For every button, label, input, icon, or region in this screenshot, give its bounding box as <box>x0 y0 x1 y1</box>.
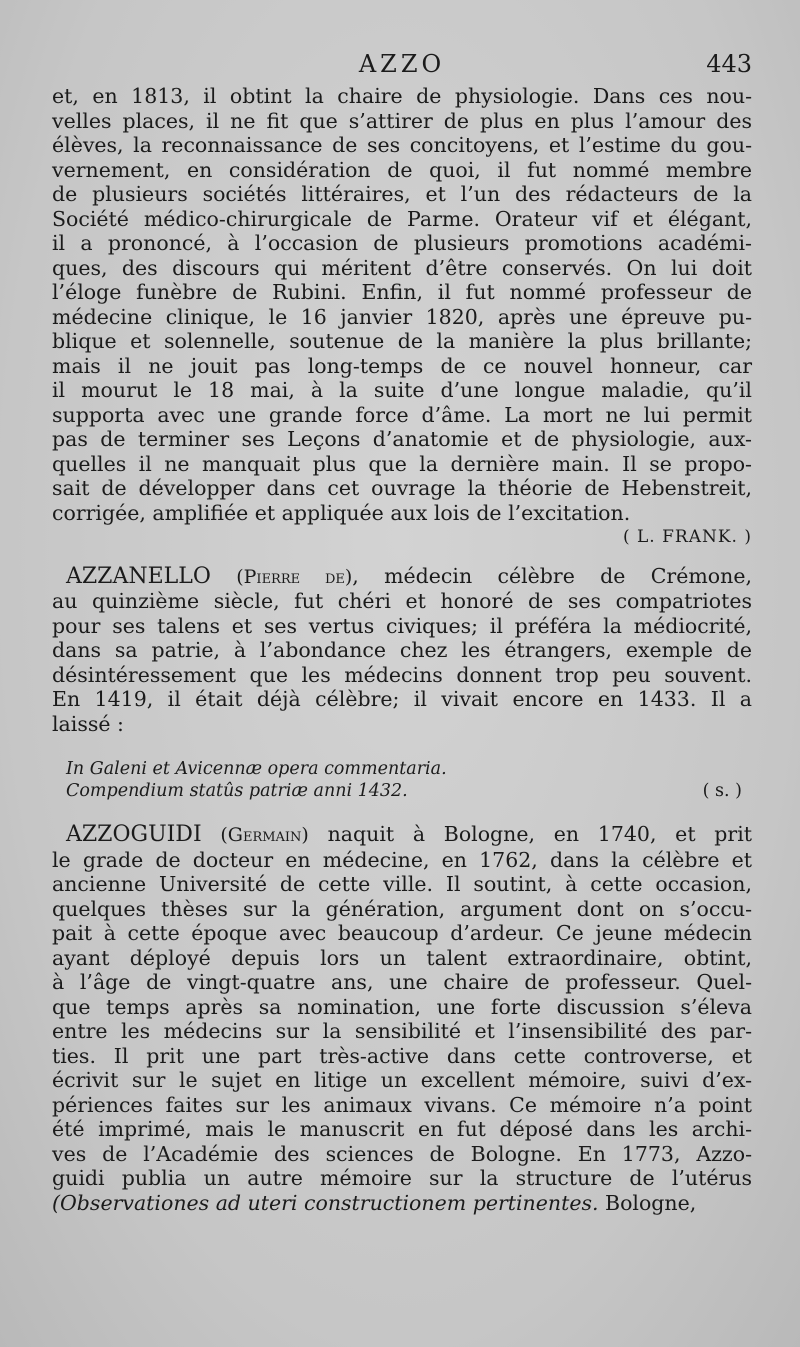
text-line: il a prononcé, à l’occasion de plusieurs promotions académi- <box>52 231 752 255</box>
work-title: (Observationes ad uteri constructionem pertinentes. <box>52 1190 599 1215</box>
text-line: le grade de docteur en médecine, en 1762, dans la célèbre et <box>52 847 752 872</box>
work-title: Compendium statûs patriæ anni 1432. <box>66 781 408 801</box>
text-line: corrigée, amplifiée et appliquée aux lois de l’excitation. <box>52 500 631 525</box>
page-body <box>52 84 752 1215</box>
text-line: entre les médecins sur la sensibilité et l’insensibilité des par- <box>52 1019 752 1043</box>
text-line: que temps après sa nomination, une forte discussion s’éleva <box>52 994 752 1019</box>
text-line: sait de développer dans cet ouvrage la théorie de Hebenstreit, <box>52 476 752 500</box>
text-line: supporta avec une grande force d’âme. La mort ne lui permit <box>52 402 752 427</box>
text-line: blique et solennelle, soutenue de la manière la plus brillante; <box>52 329 752 353</box>
work-item <box>66 758 752 780</box>
running-head: AZZO <box>358 50 446 78</box>
text-line: ques, des discours qui méritent d’être conservés. On lui doit <box>52 255 752 280</box>
text-line: quelques thèses sur la génération, argument dont on s’occu- <box>52 896 752 921</box>
entry-azzoguidi <box>52 822 752 1215</box>
entry-headword: AZZOGUIDI <box>66 822 202 847</box>
text-line: ancienne Université de cette ville. Il soutint, à cette occasion, <box>52 872 752 896</box>
entry-azzanello <box>52 564 752 737</box>
text-line: pait à cette époque avec beaucoup d’ardeur. Ce jeune médecin <box>52 921 752 945</box>
text-line: pas de terminer ses Leçons d’anatomie et de physiologie, aux- <box>52 427 752 451</box>
text-line: à l’âge de vingt-quatre ans, une chaire de professeur. Quel- <box>52 970 752 994</box>
entry-headword: AZZANELLO <box>66 563 211 589</box>
entry-text: Bologne, <box>598 1190 697 1215</box>
text-line: ayant déployé depuis lors un talent extraordinaire, obtint, <box>52 945 752 970</box>
text-line: l’éloge funèbre de Rubini. Enfin, il fut nommé professeur de <box>52 280 752 304</box>
text-line: mais il ne jouit pas long-temps de ce nouvel honneur, car <box>52 353 752 378</box>
text-line: élèves, la reconnaissance de ses concitoyens, et l’estime du gou- <box>52 133 752 157</box>
text-line: ves de l’Académie des sciences de Bologne. En 1773, Azzo- <box>52 1141 752 1166</box>
text-line: médecine clinique, le 16 janvier 1820, après une épreuve pu- <box>52 304 752 329</box>
works-list <box>66 758 752 802</box>
text-line: de plusieurs sociétés littéraires, et l’un des rédacteurs de la <box>52 182 752 206</box>
entry-first-line <box>52 564 752 590</box>
entry-text: , médecin célèbre de Crémone, <box>352 563 752 588</box>
text-line: laissé : <box>52 711 124 736</box>
work-item <box>66 780 752 802</box>
text-line: guidi publia un autre mémoire sur la structure de l’utérus <box>52 1166 752 1190</box>
text-line: désintéressement que les médecins donnent trop peu souvent. <box>52 662 752 687</box>
entry-signature: ( L. FRANK. ) <box>622 527 752 547</box>
entry-text: naquit à Bologne, en 1740, et prit <box>308 822 752 846</box>
entry-signature: ( s. ) <box>702 781 742 801</box>
text-line: écrivit sur le sujet en litige un excellent mémoire, suivi d’ex- <box>52 1068 752 1092</box>
text-line: pour ses talens et ses vertus civiques; il préféra la médiocrité, <box>52 613 752 638</box>
entry-first-line <box>52 822 752 848</box>
page-header <box>52 50 752 84</box>
text-line: été imprimé, mais le manuscrit en fut déposé dans les archi- <box>52 1117 752 1141</box>
text-line: ties. Il prit une part très-active dans cette controverse, et <box>52 1043 752 1068</box>
text-line: dans sa patrie, à l’abondance chez les étrangers, exemple de <box>52 638 752 662</box>
text-line: Société médico-chirurgicale de Parme. Orateur vif et élégant, <box>52 206 752 231</box>
entry-qualifier: (Pierre de) <box>236 565 353 588</box>
text-line: et, en 1813, il obtint la chaire de physiologie. Dans ces nou- <box>52 84 752 108</box>
text-line: au quinzième siècle, fut chéri et honoré de ses compatriotes <box>52 589 752 613</box>
entry-last-line <box>52 1191 752 1216</box>
text-line: En 1419, il était déjà célèbre; il vivait encore en 1433. Il a <box>52 687 752 711</box>
entry-azzo-continuation <box>52 84 752 525</box>
text-line: velles places, il ne fit que s’attirer de plus en plus l’amour des <box>52 108 752 133</box>
text-line: il mourut le 18 mai, à la suite d’une longue maladie, qu’il <box>52 378 752 402</box>
text-line: quelles il ne manquait plus que la dernière main. Il se propo- <box>52 451 752 476</box>
text-line: vernement, en considération de quoi, il fut nommé membre <box>52 157 752 182</box>
page-number: 443 <box>706 50 752 78</box>
entry-qualifier: (Germain) <box>220 824 309 846</box>
work-title: In Galeni et Avicennæ opera commentaria. <box>66 759 447 779</box>
text-line: périences faites sur les animaux vivans. Ce mémoire n’a point <box>52 1092 752 1117</box>
